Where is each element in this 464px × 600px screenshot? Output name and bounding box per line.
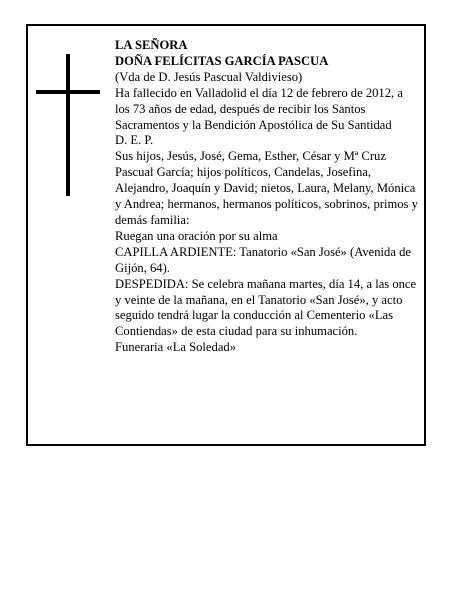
widow-of-line: (Vda de D. Jesús Pascual Valdivieso) (115, 69, 303, 84)
cross-horizontal-bar (36, 90, 100, 94)
funeral-home: Funeraria «La Soledad» (115, 340, 236, 355)
chapel-info: CAPILLA ARDIENTE: Tanatorio «San José» (Avenida de Gijón, 64). (115, 244, 411, 275)
title-line: LA SEÑORA (115, 38, 188, 52)
obituary-text (115, 38, 419, 356)
death-announcement: Ha fallecido en Valladolid el día 12 de febrero de 2012, a los 73 años de edad, después de recibir los Santos Sacramentos y la Bendición Apostólica de Su Santidad (115, 85, 403, 132)
family-list: Sus hijos, Jesús, José, Gema, Esther, César y Mª Cruz Pascual García; hijos políticos, Candelas, Josefina, Alejandro, Joaquín y David; nietos, Laura, Melany, Mónica y Andrea; hermanos, hermanos políticos, sobrinos, primos y demás familia: (115, 149, 418, 227)
prayer-request: Ruegan una oración por su alma (115, 228, 278, 243)
deceased-name: DOÑA FELÍCITAS GARCÍA PASCUA (115, 53, 329, 68)
farewell-info: DESPEDIDA: Se celebra mañana martes, día 14, a las once y veinte de la mañana, en el Tanatorio «San José», y acto seguido tendrá lugar la conducción al Cementerio «Las Contiendas» de esta ciudad para su inhumación. (115, 276, 417, 339)
cross-vertical-bar (66, 54, 70, 196)
cross-icon (36, 54, 96, 196)
rip-line: D. E. P. (115, 133, 154, 148)
